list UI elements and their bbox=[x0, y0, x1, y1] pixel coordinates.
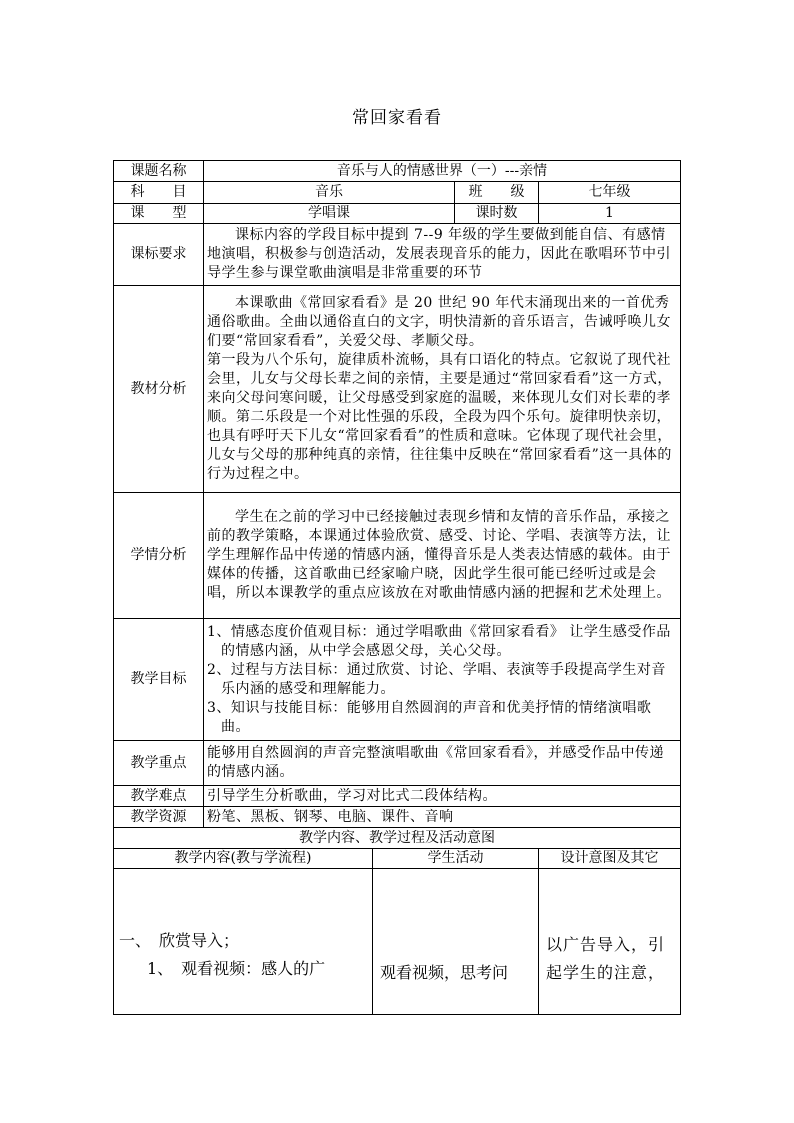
type-value: 学唱课 bbox=[204, 204, 455, 224]
row-subject bbox=[114, 182, 681, 204]
content-cell bbox=[114, 869, 373, 1015]
focus-label: 教学重点 bbox=[114, 741, 204, 786]
subject-value: 音乐 bbox=[204, 182, 455, 204]
difficulty-label: 教学难点 bbox=[114, 786, 204, 807]
process-heading: 教学内容、教学过程及活动意图 bbox=[114, 828, 681, 849]
col-intent-header: 设计意图及其它 bbox=[539, 849, 681, 869]
type-label: 课 型 bbox=[114, 204, 204, 224]
row-material bbox=[114, 286, 681, 493]
row-difficulty bbox=[114, 786, 681, 807]
material-label: 教材分析 bbox=[114, 286, 204, 493]
row-topic bbox=[114, 161, 681, 182]
learner-label: 学情分析 bbox=[114, 493, 204, 619]
step-1: 一、 欣赏导入； bbox=[119, 931, 240, 950]
col-content-header: 教学内容(教与学流程) bbox=[114, 849, 373, 869]
student-activity-1: 观看视频，思考问 bbox=[380, 963, 509, 982]
standard-label: 课标要求 bbox=[114, 224, 204, 286]
learner-text-cell bbox=[204, 493, 681, 619]
intent-1a: 以广告导入，引 bbox=[546, 935, 666, 954]
row-type bbox=[114, 204, 681, 224]
standard-text-cell bbox=[204, 224, 681, 286]
step-1-1: 1、 观看视频：感人的广 bbox=[147, 959, 326, 978]
focus-text: 能够用自然圆润的声音完整演唱歌曲《常回家看看》，并感受作品中传递的情感内涵。 bbox=[204, 741, 681, 786]
resources-label: 教学资源 bbox=[114, 807, 204, 828]
material-paragraph-1: 本课歌曲《常回家看看》是 20 世纪 90 年代末涌现出来的一首优秀通俗歌曲。全曲以通俗直白的文字，明快清新的音乐语言，告诫呼唤儿女们要“常回家看看”，关爱父母、孝顺父母。 bbox=[207, 295, 671, 349]
learner-text: 学生在之前的学习中已经接触过表现乡情和友情的音乐作品，承接之前的教学策略，本课通过体验欣赏、感受、讨论、学唱、表演等方法，让学生理解作品中传递的情感内涵，懂得音乐是人类表达情感的载体。由于媒体的传播，这首歌曲已经家喻户晓，因此学生很可能已经听过或是会唱，所以本课教学的重点应该放在对歌曲情感内涵的把握和艺术处理上。 bbox=[207, 509, 671, 601]
resources-text: 粉笔、黑板、钢琴、电脑、课件、音响 bbox=[204, 807, 681, 828]
hours-label: 课时数 bbox=[455, 204, 539, 224]
subject-label: 科 目 bbox=[114, 182, 204, 204]
material-text-cell bbox=[204, 286, 681, 493]
hours-value: 1 bbox=[539, 204, 681, 224]
row-standard bbox=[114, 224, 681, 286]
student-cell bbox=[373, 869, 539, 1015]
row-learner bbox=[114, 493, 681, 619]
material-paragraph-2: 第一段为八个乐句，旋律质朴流畅，具有口语化的特点。它叙说了现代社会里，儿女与父母长辈之间的亲情，主要是通过“常回家看看”这一方式，来向父母问寒问暖，让父母感受到家庭的温暖，来体现儿女们对长辈的孝顺。第二乐段是一个对比性强的乐段，全段为四个乐句。旋律明快亲切，也具有呼吁天下儿女“常回家看看”的性质和意味。它体现了现代社会里，儿女与父母的那种纯真的亲情，往往集中反映在“常回家看看”这一具体的行为过程之中。 bbox=[207, 352, 672, 482]
standard-text: 课标内容的学段目标中提到 7--9 年级的学生要做到能自信、有感情地演唱，积极参与创造活动，发展表现音乐的能力，因此在歌唱环节中引导学生参与课堂歌曲演唱是非常重要的环节 bbox=[207, 227, 671, 281]
topic-value: 音乐与人的情感世界（一）---亲情 bbox=[204, 161, 681, 182]
difficulty-text: 引导学生分析歌曲，学习对比式二段体结构。 bbox=[204, 786, 681, 807]
goal-2: 2、过程与方法目标：通过欣赏、讨论、学唱、表演等手段提高学生对音乐内涵的感受和理解能力。 bbox=[207, 661, 666, 697]
goal-1: 1、情感态度价值观目标：通过学唱歌曲《常回家看看》 让学生感受作品的情感内涵，从中学会感恩父母，关心父母。 bbox=[207, 623, 671, 659]
row-goals bbox=[114, 619, 681, 741]
col-student-header: 学生活动 bbox=[373, 849, 539, 869]
topic-label: 课题名称 bbox=[114, 161, 204, 182]
lesson-plan-table bbox=[113, 160, 681, 1015]
row-resources bbox=[114, 807, 681, 828]
document-title: 常回家看看 bbox=[352, 108, 442, 128]
goal-3: 3、知识与技能目标：能够用自然圆润的声音和优美抒情的情绪演唱歌曲。 bbox=[207, 699, 652, 735]
goals-label: 教学目标 bbox=[114, 619, 204, 741]
row-process-heading bbox=[114, 828, 681, 849]
class-value: 七年级 bbox=[539, 182, 681, 204]
row-process-content bbox=[114, 869, 681, 1015]
intent-1b: 起学生的注意， bbox=[546, 963, 666, 982]
intent-cell bbox=[539, 869, 681, 1015]
row-process-columns bbox=[114, 849, 681, 869]
row-focus bbox=[114, 741, 681, 786]
class-label: 班 级 bbox=[455, 182, 539, 204]
goals-cell bbox=[204, 619, 681, 741]
